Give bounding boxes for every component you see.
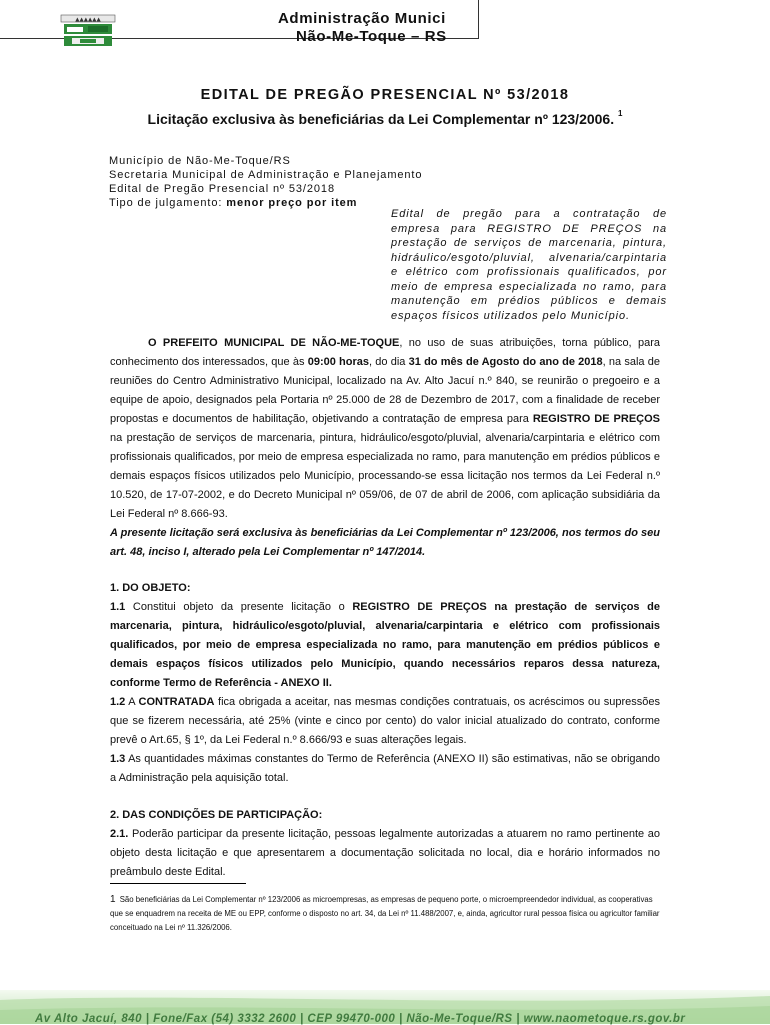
footnote-number: 1 (110, 894, 116, 905)
clause-1-2-text-b: fica obrigada a aceitar, nas mesmas condições contratuais, os acréscimos ou supressões que se fizerem necessária, até 25% (vinte e cinco por cento) do valor inicial atualizado do contrato, conforme prevê o Art.65, § 1º, da Lei Federal n.º 8.666/93 e suas alterações legais. (110, 696, 660, 746)
section-1-heading: 1. DO OBJETO: (110, 582, 191, 594)
intro-date: 31 do mês de Agosto do ano de 2018 (408, 356, 603, 368)
clause-1-1 (110, 598, 660, 693)
section-objeto (110, 579, 660, 788)
intro-text-3: , na sala de reuniões do Centro Administrativo Municipal, localizado na Av. Alto Jacuí n.º 840, se reunirão o pregoeiro e a equipe de apoio, designados pela Portaria nº 25.000 de 28 de Dezembro de 2017, com a finalidade de receber propostas e documentos de habilitação, objetivando a contratação de empresa para (110, 356, 661, 425)
municipal-logo (58, 12, 118, 50)
preamble (109, 154, 422, 210)
intro-text-2: , do dia (369, 356, 409, 368)
subtitle-text: Licitação exclusiva às beneficiárias da Lei Complementar nº 123/2006. (147, 111, 615, 127)
document-subtitle (0, 111, 770, 127)
clause-1-2-number: 1.2 (110, 696, 126, 708)
clause-1-2-text-a: A (125, 696, 139, 708)
intro-text-1: , no uso de suas atribuições, torna público, para conhecimento dos interessados, que às (110, 337, 660, 368)
judgment-value: menor preço por item (226, 197, 358, 209)
intro-text-4: na prestação de serviços de marcenaria, pintura, hidráulico/esgoto/pluvial, alvenaria/carpintaria e elétrico com profissionais qualificados, por meio de empresa especializada no ramo, para manutenção em prédios públicos e demais espaços físicos utilizados pelo Município, processando-se essa licitação nos termos da Lei Federal n.º 10.520, de 17-07-2002, e do Decreto Municipal nº 059/06, de 07 de abril de 2006, com aplicação subsidiária da Lei Federal nº 8.666-93. (110, 432, 660, 520)
intro-registro: REGISTRO DE PREÇOS (532, 413, 660, 425)
preamble-judgment (109, 196, 422, 210)
intro-paragraph (110, 334, 660, 524)
judgment-label: Tipo de julgamento: (109, 197, 227, 209)
intro-time: 09:00 horas (307, 356, 370, 368)
section-2-heading: 2. DAS CONDIÇÕES DE PARTICIPAÇÃO: (110, 809, 323, 821)
clause-1-3-number: 1.3 (110, 753, 126, 765)
clause-1-3-text: As quantidades máximas constantes do Termo de Referência (ANEXO II) são estimativas, não se obrigando a Administração pela aquisição total. (110, 753, 660, 784)
footnote-divider (110, 883, 246, 884)
clause-1-3 (110, 750, 660, 788)
clause-1-1-text: Constitui objeto da presente licitação o (125, 601, 353, 613)
document-title: EDITAL DE PREGÃO PRESENCIAL Nº 53/2018 (200, 87, 570, 103)
footnote-text: São beneficiárias da Lei Complementar nº 123/2006 as microempresas, as empresas de pequeno porte, o microempreendedor individual, as cooperativas que se enquadrem na receita de ME ou EPP, conforme o disposto no art. 34, da Lei nº 11.488/2007, e, ainda, agricultor rural pessoa física ou agricultor familiar conceituado na Lei nº 11.326/2006. (110, 895, 660, 932)
exclusivity-text: A presente licitação será exclusiva às beneficiárias da Lei Complementar nº 123/2006, nos termos do seu art. 48, inciso I, alterado pela Lei Complementar nº 147/2014. (110, 527, 660, 558)
clause-2-1-number: 2.1. (110, 828, 129, 840)
svg-text:▲▲▲▲▲▲: ▲▲▲▲▲▲ (75, 17, 101, 23)
clause-1-1-bold: REGISTRO DE PREÇOS na prestação de serviços de marcenaria, pintura, hidráulico/esgoto/pluvial, alvenaria/carpintaria e elétrico com profissionais qualificados, por meio de empresa especializada no ramo, para manutenção em prédios públicos e demais espaços físicos utilizados pelo Município, quando necessários reparos dessa natureza, conforme Termo de Referência - ANEXO II. (110, 601, 660, 689)
header-title: Administração Munici (278, 10, 446, 27)
preamble-department: Secretaria Municipal de Administração e Planejamento (109, 169, 423, 181)
clause-2-1-text: Poderão participar da presente licitação, pessoas legalmente autorizadas a atuarem no ramo pertinente ao objeto desta licitação e que apresentarem a documentação solicitada no local, dia e horário informados no preâmbulo deste Edital. (110, 828, 660, 878)
clause-1-2 (110, 693, 660, 750)
footnote (110, 893, 665, 935)
exclusivity-paragraph (110, 524, 660, 562)
footer-contact: Av Alto Jacuí, 840 | Fone/Fax (54) 3332 2600 | CEP 99470-000 | Não-Me-Toque/RS | www.naometoque.rs.gov.br (35, 1013, 686, 1025)
footnote-ref[interactable]: 1 (618, 109, 623, 119)
section-participacao (110, 806, 660, 882)
edital-summary: Edital de pregão para a contratação de empresa para REGISTRO DE PREÇOS na prestação de serviços de marcenaria, pintura, hidráulico/esgoto/pluvial, alvenaria/carpintaria e elétrico com profissionais qualificados, por meio de empresa especializada no ramo, para manutenção em prédios públicos e demais espaços físicos utilizados pelo Município. (391, 208, 667, 322)
clause-2-1 (110, 825, 660, 882)
intro-block (110, 334, 660, 562)
clause-1-2-bold: CONTRATADA (138, 696, 215, 708)
header-subtitle: Não-Me-Toque – RS (296, 28, 447, 45)
preamble-edital: Edital de Pregão Presencial nº 53/2018 (109, 183, 335, 195)
preamble-municipality: Município de Não-Me-Toque/RS (109, 155, 291, 167)
intro-lead: O PREFEITO MUNICIPAL DE NÃO-ME-TOQUE (148, 337, 400, 349)
clause-1-1-number: 1.1 (110, 601, 126, 613)
